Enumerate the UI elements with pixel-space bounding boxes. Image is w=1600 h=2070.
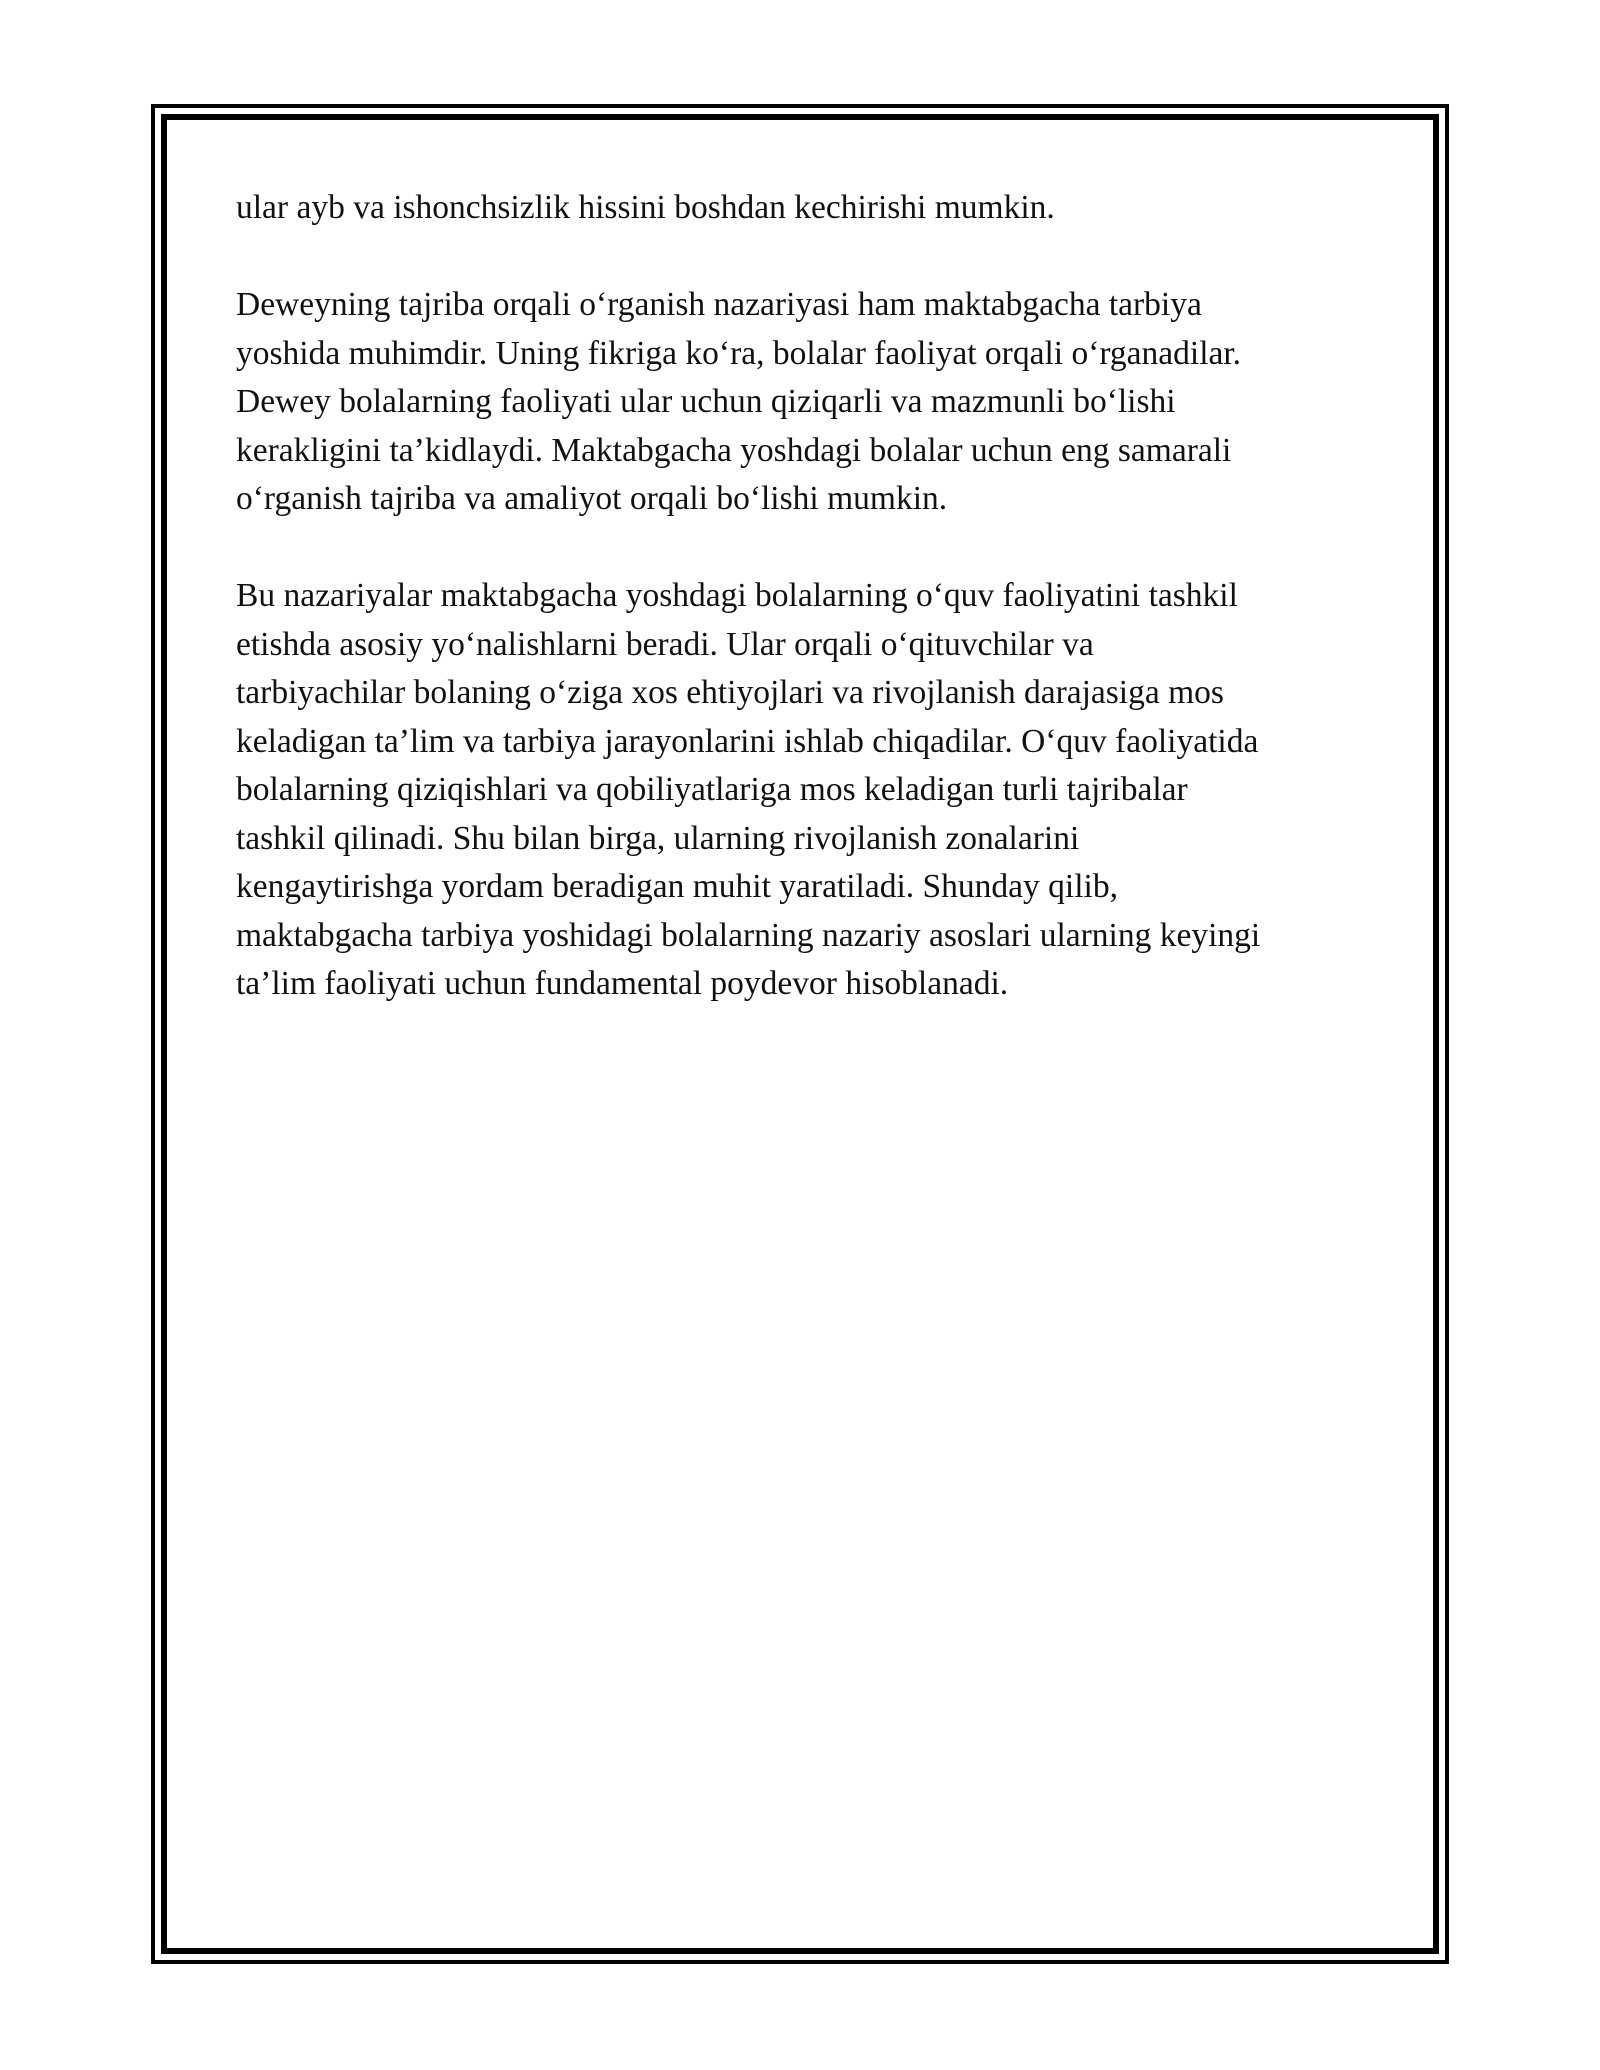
paragraph-dewey: Deweyning tajriba orqali o‘rganish nazariyasi ham maktabgacha tarbiya yoshida muhimdir. Uning fikriga ko‘ra, bolalar faoliyat orqali o‘rganadilar. Dewey bolalarning faoliyati ular uchun qiziqarli va mazmunli bo‘lishi kerakligini ta’kidlaydi. Maktabgacha yoshdagi bolalar uchun eng samarali o‘rganish tajriba va amaliyot orqali bo‘lishi mumkin.	[236, 286, 1242, 517]
paragraph-continuation: ular ayb va ishonchsizlik hissini boshdan kechirishi mumkin.	[236, 189, 1055, 226]
document-body	[236, 184, 1366, 1057]
paragraph-theories-summary: Bu nazariyalar maktabgacha yoshdagi bolalarning o‘quv faoliyatini tashkil etishda asosiy yo‘nalishlarni beradi. Ular orqali o‘qituvchilar va tarbiyachilar bolaning o‘ziga xos ehtiyojlari va rivojlanish darajasiga mos keladigan ta’lim va tarbiya jarayonlarini ishlab chiqadilar. O‘quv faoliyatida bolalarning qiziqishlari va qobiliyatlariga mos keladigan turli tajribalar tashkil qilinadi. Shu bilan birga, ularning rivojlanish zonalarini kengaytirishga yordam beradigan muhit yaratiladi. Shunday qilib, maktabgacha tarbiya yoshidagi bolalarning nazariy asoslari ularning keyingi ta’lim faoliyati uchun fundamental poydevor hisoblanadi.	[236, 577, 1261, 1002]
